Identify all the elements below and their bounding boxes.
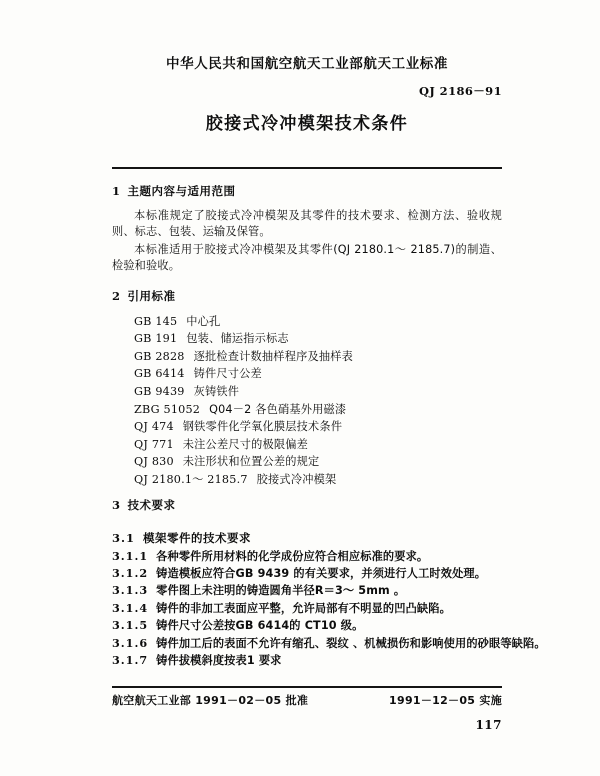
section-2-heading	[112, 288, 502, 304]
clause-text: 铸件的非加工表面应平整，允许局部有不明显的凹凸缺陷。	[156, 601, 451, 615]
reference-name: 逐批检查计数抽样程序及抽样表	[193, 349, 354, 363]
clause-number: 3.1.6	[112, 635, 149, 650]
subsection-3-1-heading	[112, 530, 502, 546]
reference-code: QJ 474	[134, 420, 174, 434]
reference-name: 铸件尺寸公差	[193, 367, 262, 381]
page-number: 117	[475, 718, 502, 732]
section-1-heading	[112, 183, 502, 199]
clause-number: 3.1.1	[112, 548, 149, 563]
reference-name: Q04－2 各色硝基外用磁漆	[209, 402, 347, 416]
footer-divider-rule	[112, 686, 502, 688]
section-1-paragraph-1: 本标准规定了胶接式冷冲模架及其零件的技术要求、检测方法、验收规则、标志、包装、运输及保管。	[112, 209, 502, 239]
clause-number: 3.1.5	[112, 618, 149, 633]
referenced-standards-list	[112, 313, 502, 489]
reference-code: ZBG 51052	[134, 402, 201, 416]
document-body	[112, 183, 546, 669]
clause-text: 铸造模板应符合GB 9439 的有关要求，并须进行人工时效处理。	[156, 566, 487, 580]
clause-number: 3.1.4	[112, 600, 149, 615]
section-3-title: 技术要求	[127, 497, 176, 512]
list-item	[134, 330, 502, 348]
reference-name: 灰铸铁件	[193, 385, 240, 398]
section-2-number: 2	[112, 288, 121, 303]
clause-text: 铸件拔模斜度按表1 要求	[156, 654, 282, 667]
reference-code: QJ 2180.1～ 2185.7	[134, 472, 248, 486]
clause-text: 铸件加工后的表面不允许有缩孔、裂纹 、机械损伤和影响使用的砂眼等缺陷。	[156, 636, 546, 650]
reference-code: GB 145	[134, 314, 178, 328]
list-item	[134, 453, 502, 471]
subsection-3-1-number: 3.1	[112, 530, 136, 545]
list-item	[134, 401, 502, 419]
clause-3-1-1	[112, 548, 502, 565]
list-item	[134, 383, 502, 401]
masthead	[112, 56, 502, 134]
header-divider-rule	[112, 167, 502, 169]
reference-code: GB 2828	[134, 349, 185, 363]
clause-number: 3.1.2	[112, 565, 149, 580]
section-1-paragraph-2: 本标准适用于胶接式冷冲模架及其零件(QJ 2180.1～ 2185.7)的制造、检验和验收。	[112, 242, 502, 273]
document-title: 胶接式冷冲模架技术条件	[205, 114, 409, 135]
clause-3-1-6	[112, 635, 546, 652]
list-item	[134, 313, 502, 331]
list-item	[134, 348, 502, 366]
reference-code: QJ 771	[134, 437, 174, 451]
standard-code: QJ 2186－91	[419, 84, 502, 99]
reference-code: GB 6414	[134, 367, 185, 381]
reference-name: 未注公差尺寸的极限偏差	[182, 437, 309, 451]
implementation-statement: 1991－12－05 实施	[389, 694, 502, 707]
reference-name: 中心孔	[186, 314, 221, 328]
clause-3-1-4	[112, 600, 502, 617]
list-item	[134, 471, 502, 489]
reference-name: 胶接式冷冲模架	[256, 472, 337, 486]
reference-code: GB 191	[134, 332, 178, 346]
reference-code: GB 9439	[134, 385, 185, 398]
approval-statement: 航空航天工业部 1991－02－05 批准	[112, 694, 309, 707]
section-2-title: 引用标准	[127, 288, 176, 303]
list-item	[134, 436, 502, 454]
section-3-number: 3	[112, 497, 121, 512]
clause-number: 3.1.7	[112, 653, 149, 667]
subsection-3-1-title: 模架零件的技术要求	[143, 530, 252, 545]
section-3-heading	[112, 497, 502, 513]
clause-text: 零件图上未注明的铸造圆角半径R＝3～ 5mm 。	[156, 584, 406, 598]
clause-3-1-3	[112, 582, 502, 599]
page-footer	[112, 692, 502, 708]
clause-number: 3.1.3	[112, 583, 149, 598]
clause-3-1-2	[112, 565, 502, 582]
clause-3-1-7	[112, 652, 502, 669]
list-item	[134, 365, 502, 383]
reference-name: 包装、储运指示标志	[186, 332, 289, 346]
reference-name: 钢铁零件化学氧化膜层技术条件	[182, 420, 343, 434]
section-1-title: 主题内容与适用范围	[127, 184, 236, 198]
reference-name: 未注形状和位置公差的规定	[182, 455, 320, 469]
section-1-number: 1	[112, 184, 121, 198]
list-item	[134, 418, 502, 436]
clause-text: 铸件尺寸公差按GB 6414的 CT10 级。	[156, 619, 364, 633]
reference-code: QJ 830	[134, 455, 174, 469]
issuing-organization-line: 中华人民共和国航空航天工业部航天工业标准	[166, 56, 448, 72]
clause-3-1-5	[112, 617, 502, 634]
clause-text: 各种零件所用材料的化学成份应符合相应标准的要求。	[156, 549, 429, 563]
